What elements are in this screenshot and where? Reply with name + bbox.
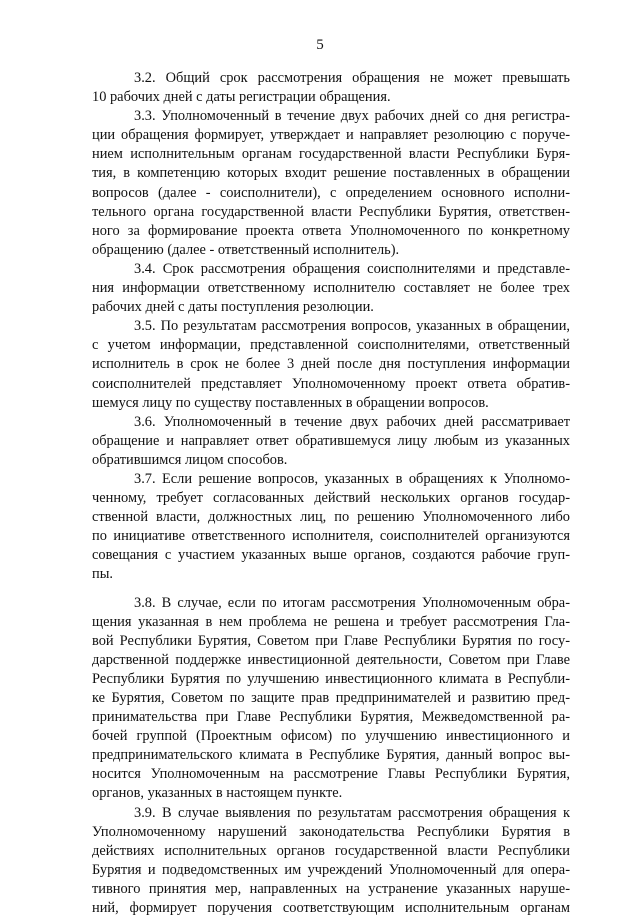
paragraph — [92, 107, 570, 260]
text-line: нием исполнительным органам государственной власти Республики Буря- — [92, 146, 570, 163]
paragraph — [92, 413, 570, 470]
paragraph — [92, 594, 570, 804]
text-line: Республики Бурятия по улучшению инвестиционного климата в Республи- — [92, 670, 570, 687]
text-line: ции обращения формирует, утверждает и направляет резолюцию с поруче- — [92, 127, 570, 144]
text-line: предпринимательского климата в Республике Бурятия, данный вопрос вы- — [92, 747, 570, 764]
text-line: действиях исполнительных органов государственной власти Республики — [92, 842, 570, 859]
text-line: вой Республики Бурятия, Советом при Главе Республики Бурятия по госу- — [92, 632, 570, 649]
text-line: 3.4. Срок рассмотрения обращения соисполнителями и представле- — [134, 260, 570, 277]
page-number: 5 — [316, 37, 324, 53]
text-line: по инициативе ответственного исполнителя, соисполнителей организуются — [92, 528, 570, 545]
text-line: ний, формирует поручения соответствующим исполнительным органам — [92, 900, 570, 917]
text-line: с учетом информации, представленной соисполнителями, ответственный — [92, 337, 570, 354]
text-line: совещания с участием указанных выше органов, создаются рабочие груп- — [92, 547, 570, 564]
text-line: носится Уполномоченным на рассмотрение Главы Республики Бурятия, — [92, 766, 570, 783]
text-line: исполнитель в срок не более 3 дней после дня поступления информации — [92, 356, 570, 373]
paragraph — [92, 69, 570, 107]
text-line: 3.5. По результатам рассмотрения вопросов, указанных в обращении, — [134, 318, 570, 335]
text-line: ния информации ответственному исполнителю составляет не более трех — [92, 280, 570, 297]
text-line: ке Бурятия, Советом по защите прав предпринимателей и развитию пред- — [92, 690, 570, 706]
text-line: 3.3. Уполномоченный в течение двух рабочих дней со дня регистра- — [134, 108, 570, 125]
text-line: ственной власти, должностных лиц, по решению Уполномоченного либо — [92, 509, 570, 526]
text-line: 3.8. В случае, если по итогам рассмотрения Уполномоченным обра- — [134, 594, 570, 611]
text-line: тельного органа государственной власти Республики Бурятия, ответствен- — [92, 203, 570, 220]
paragraph-spacer — [92, 585, 570, 594]
text-line: Бурятия и подведомственных им учреждений Уполномоченный для опера- — [92, 861, 570, 878]
text-line: 3.9. В случае выявления по результатам рассмотрения обращения к — [134, 804, 570, 821]
text-line: рабочих дней с даты поступления резолюции. — [92, 299, 374, 316]
text-line: обратившимся лицом способов. — [92, 451, 288, 468]
document-body — [92, 69, 570, 918]
text-line: принимательства при Главе Республики Бурятия, Межведомственной ра- — [92, 709, 570, 726]
text-line: 3.2. Общий срок рассмотрения обращения не может превышать — [134, 70, 570, 86]
text-line: ченному, требует согласованных действий нескольких органов государ- — [92, 490, 570, 507]
text-line: Уполномоченному нарушений законодательства Республики Бурятия в — [92, 823, 570, 840]
text-line: 3.7. Если решение вопросов, указанных в обращениях к Уполномо- — [134, 470, 570, 487]
text-line: органов, указанных в настоящем пункте. — [92, 785, 343, 802]
text-line: 10 рабочих дней с даты регистрации обращения. — [92, 89, 391, 106]
text-line: тивного принятия мер, направленных на устранение указанных наруше- — [92, 880, 570, 897]
text-line: обращению (далее - ответственный исполнитель). — [92, 241, 400, 258]
text-line: шемуся лицу по существу поставленных в обращении вопросов. — [92, 394, 489, 411]
text-line: ного за формирование проекта ответа Уполномоченного по конкретному — [92, 222, 570, 239]
paragraph — [92, 317, 570, 412]
text-line: вопросов (далее - соисполнители), с определением основного исполни- — [92, 184, 570, 201]
text-line: тия, в компетенцию которых входит решение поставленных в обращении — [92, 165, 570, 182]
text-line: пы. — [92, 566, 113, 583]
paragraph — [92, 804, 570, 918]
text-line: дарственной поддержке инвестиционной деятельности, Советом при Главе — [92, 651, 570, 668]
text-line: бочей группой (Проектным офисом) по улучшению инвестиционного и — [92, 728, 570, 745]
text-line: щения указанная в нем проблема не решена и требует рассмотрения Гла- — [92, 613, 570, 630]
text-line: 3.6. Уполномоченный в течение двух рабочих дней рассматривает — [134, 413, 570, 430]
text-line: обращение и направляет ответ обратившемуся лицу любым из указанных — [92, 432, 570, 449]
paragraph — [92, 260, 570, 317]
text-line: соисполнителей представляет Уполномоченному проект ответа обратив- — [92, 375, 570, 392]
paragraph — [92, 470, 570, 585]
